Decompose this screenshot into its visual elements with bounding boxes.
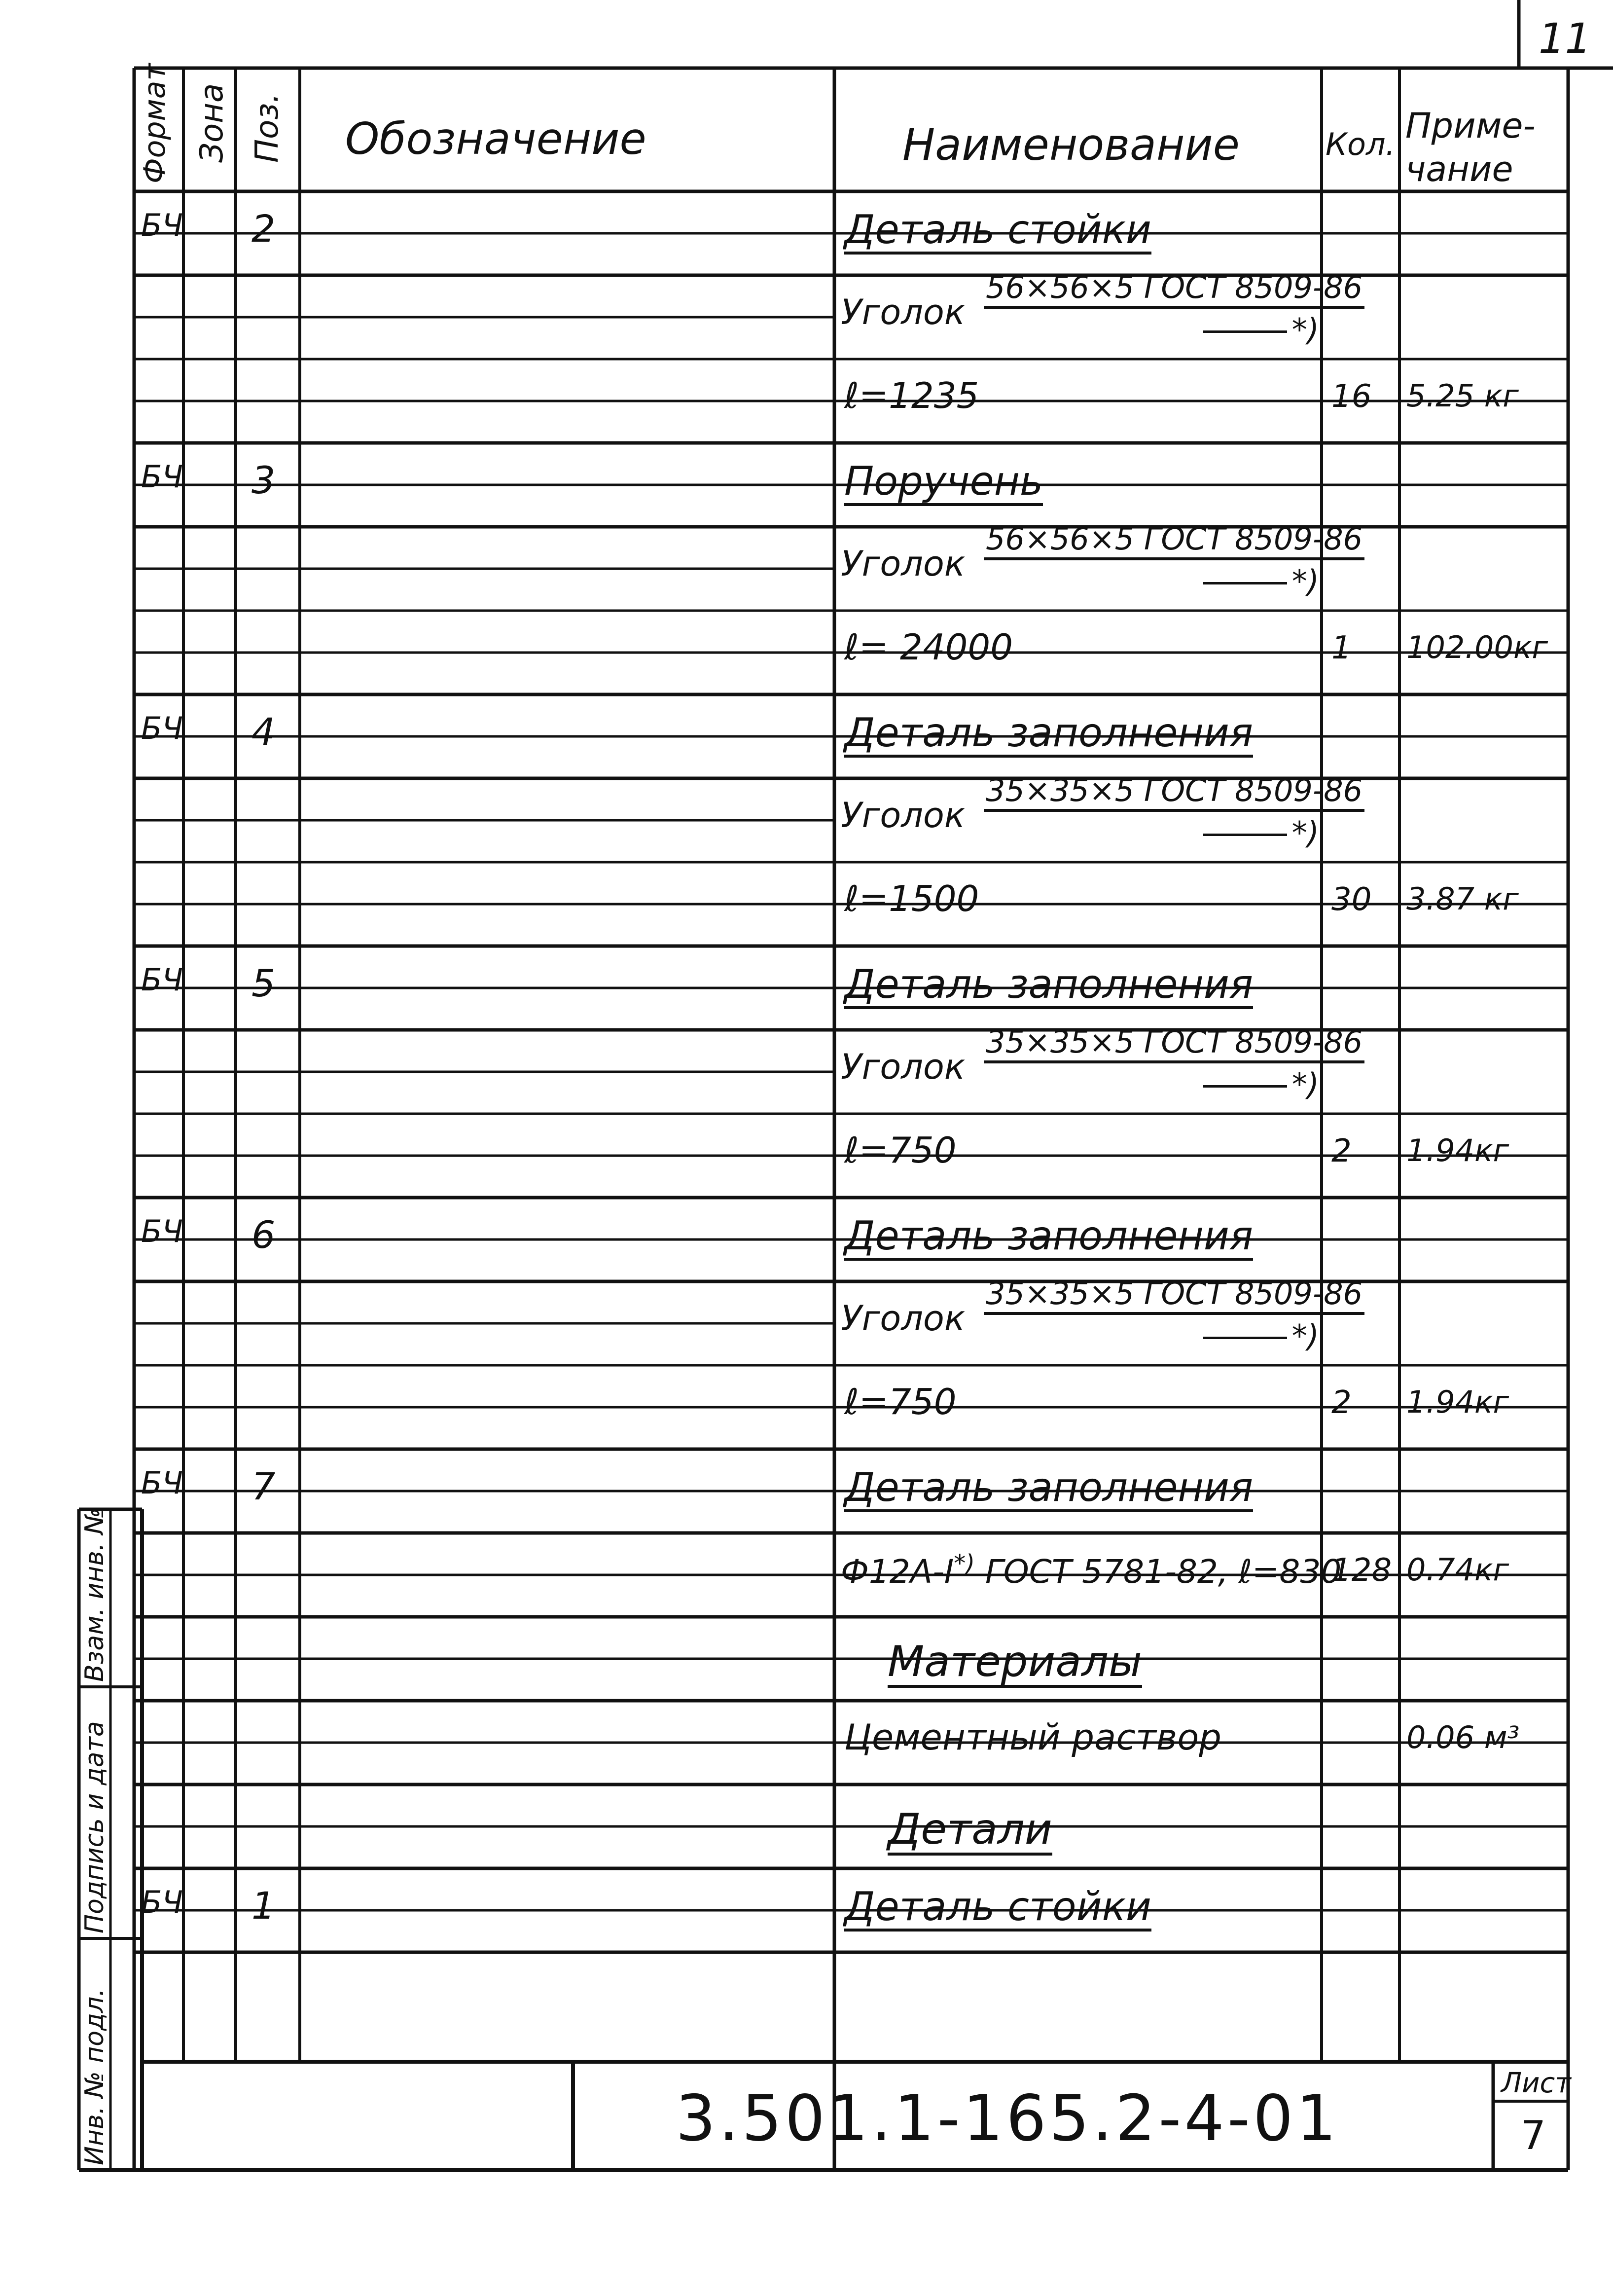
row-format: БЧ <box>141 459 183 495</box>
profile-fraction <box>984 772 1363 854</box>
row-position: 4 <box>251 710 276 754</box>
header-qty: Кол. <box>1326 126 1396 162</box>
header-note-line1: Приме- <box>1405 106 1536 146</box>
header-zone: Зона <box>194 83 230 163</box>
section-heading: Детали <box>888 1808 1052 1856</box>
row-quantity: 1 <box>1331 630 1352 666</box>
footnote-mark: *) <box>1203 1069 1319 1100</box>
row-quantity: 2 <box>1331 1133 1352 1169</box>
sheet-label: Лист <box>1501 2067 1571 2099</box>
row-name: Уголок <box>841 1298 966 1339</box>
row-name: Уголок <box>841 292 966 332</box>
row-note: 1.94кг <box>1406 1384 1509 1420</box>
footnote-mark: *) <box>954 1550 975 1577</box>
row-position: 5 <box>251 961 276 1005</box>
row-name: ℓ=1500 <box>844 878 979 919</box>
row-format: БЧ <box>141 207 183 243</box>
row-quantity: 128 <box>1331 1552 1392 1589</box>
row-name: ℓ=750 <box>844 1130 957 1171</box>
footnote-mark: *) <box>1203 566 1319 597</box>
rebar-standard-length: ГОСТ 5781-82, ℓ=830 <box>974 1553 1342 1591</box>
row-note: 0.74кг <box>1406 1552 1509 1588</box>
row-format: БЧ <box>141 710 183 746</box>
row-note: 1.94кг <box>1406 1132 1509 1168</box>
row-format: БЧ <box>141 1465 183 1501</box>
header-name: Наименование <box>902 119 1240 170</box>
row-name: Деталь заполнения <box>844 1216 1253 1261</box>
stamp-inv-orig: Инв. № подл. <box>80 1988 109 2165</box>
row-quantity: 16 <box>1331 378 1372 415</box>
row-name: Цементный раствор <box>844 1716 1221 1758</box>
profile-fraction <box>984 1024 1363 1106</box>
row-format: БЧ <box>141 962 183 998</box>
document-code: 3.501.1-165.2-4-01 <box>676 2082 1339 2155</box>
row-name: Поручень <box>844 462 1043 506</box>
footnote-mark: *) <box>1203 315 1319 345</box>
row-name: ℓ= 24000 <box>844 626 1013 668</box>
row-name: Уголок <box>841 795 966 836</box>
row-name: Деталь стойки <box>844 1887 1151 1932</box>
sheet-corner-number: 11 <box>1539 14 1591 63</box>
profile-fraction <box>984 521 1363 603</box>
row-name: Деталь стойки <box>844 210 1151 255</box>
row-name: Уголок <box>841 1047 966 1087</box>
header-designation: Обозначение <box>345 113 646 164</box>
profile-fraction <box>984 269 1363 351</box>
row-name: Деталь заполнения <box>844 713 1253 758</box>
row-name: Деталь заполнения <box>844 1468 1253 1512</box>
row-name: ℓ=750 <box>844 1381 957 1422</box>
row-quantity: 2 <box>1331 1385 1352 1421</box>
footnote-mark: *) <box>1203 1321 1319 1351</box>
header-note-line2: чание <box>1405 149 1513 189</box>
stamp-signature-date: Подпись и дата <box>80 1721 109 1933</box>
row-note: 5.25 кг <box>1406 378 1519 414</box>
row-note: 0.06 м³ <box>1406 1719 1520 1755</box>
sheet-number: 7 <box>1521 2113 1546 2158</box>
row-name: Деталь заполнения <box>844 965 1253 1009</box>
section-heading: Материалы <box>888 1640 1142 1688</box>
header-format: Формат <box>138 63 172 183</box>
profile-size-standard: 56×56×5 ГОСТ 8509-86 <box>984 524 1364 560</box>
row-position: 6 <box>251 1213 276 1257</box>
row-format: БЧ <box>141 1213 183 1249</box>
row-note: 3.87 кг <box>1406 881 1519 917</box>
profile-size-standard: 35×35×5 ГОСТ 8509-86 <box>984 775 1364 812</box>
row-note: 102.00кг <box>1406 629 1548 665</box>
profile-size-standard: 35×35×5 ГОСТ 8509-86 <box>984 1027 1364 1063</box>
row-position: 2 <box>251 207 276 251</box>
header-pos: Поз. <box>249 93 286 163</box>
stamp-replaced-inv: Взам. инв. № <box>80 1507 109 1682</box>
footnote-mark: *) <box>1203 818 1319 848</box>
row-format: БЧ <box>141 1884 183 1920</box>
row-position: 7 <box>251 1464 276 1508</box>
row-quantity: 30 <box>1331 881 1372 918</box>
row-name <box>841 1550 1342 1591</box>
rebar-grade: Ф12A-I <box>841 1553 954 1591</box>
row-position: 1 <box>251 1884 276 1928</box>
row-name: ℓ=1235 <box>844 375 979 416</box>
row-name: Уголок <box>841 544 966 584</box>
row-position: 3 <box>251 458 276 502</box>
profile-size-standard: 35×35×5 ГОСТ 8509-86 <box>984 1278 1364 1315</box>
profile-fraction <box>984 1276 1363 1357</box>
profile-size-standard: 56×56×5 ГОСТ 8509-86 <box>984 272 1364 309</box>
